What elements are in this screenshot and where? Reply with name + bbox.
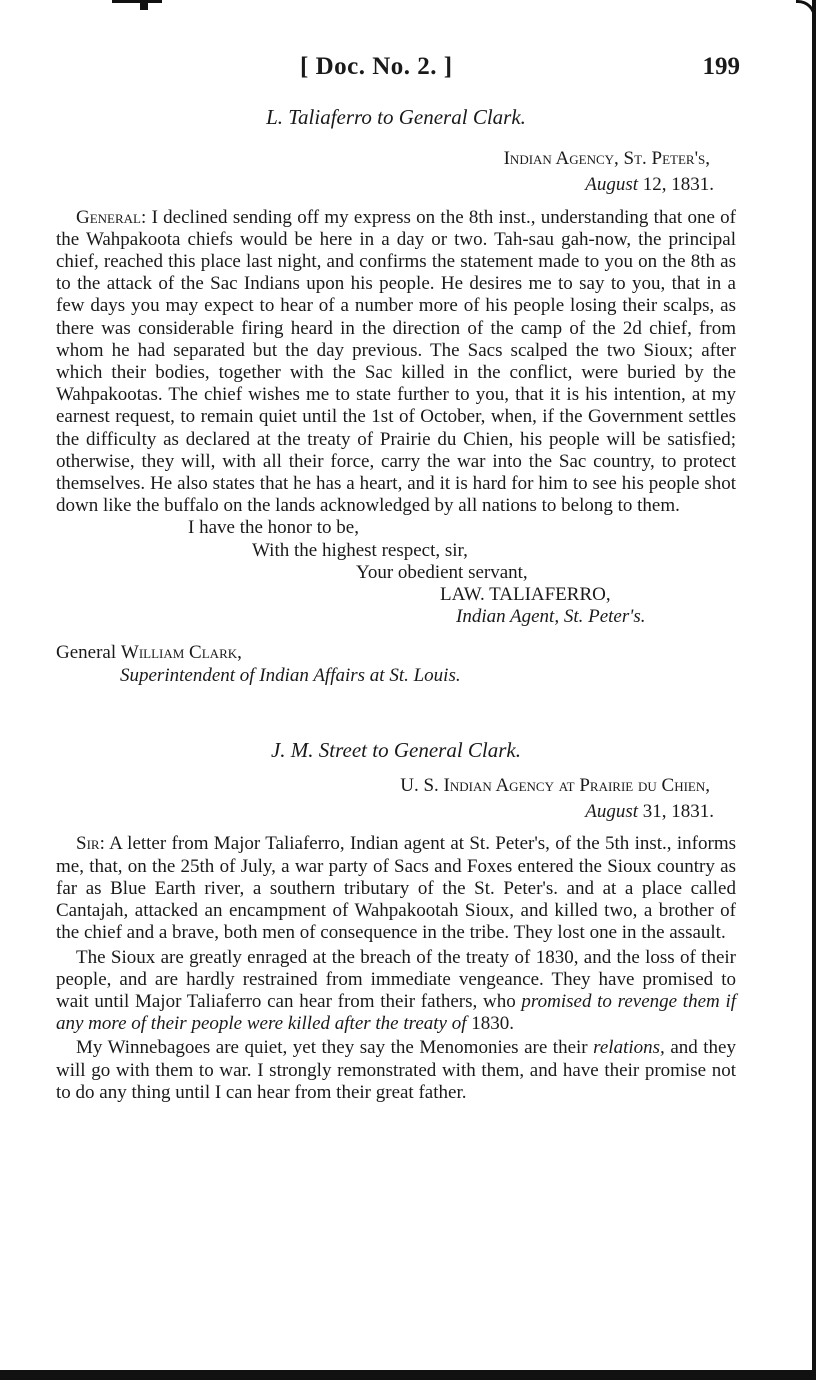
scan-edge [812,0,816,1380]
page-header [56,52,740,92]
date-month: August [585,174,638,196]
date-day-year: 12, 1831. [638,174,714,196]
salutation: General: [76,206,147,228]
body-text: and they will go with them to war. I strongly remonstrated with them, and have their promise not to do any thing until I can hear from their great father. [56,1037,736,1103]
addressee-name [56,642,736,664]
letter-place: Indian Agency, St. Peter's, [503,148,710,170]
body-italic: relations, [593,1037,665,1059]
date-month: August [585,801,638,823]
letter-body [56,207,736,518]
addressee-block [56,642,736,686]
letter-title: J. M. Street to General Clark. [270,737,521,762]
body-italic: promised to revenge them if any more of their people were killed after the treaty of [56,990,736,1035]
body-text: My Winnebagoes are quiet, yet they say the Menomonies are their [76,1037,594,1059]
letter-taliaferro [56,106,736,687]
scan-mark [112,0,162,3]
closing-line: With the highest respect, sir, [252,539,468,561]
scan-edge [0,1370,816,1380]
document-page [56,52,740,1104]
closing-block [56,517,736,628]
page-number: 199 [702,53,740,80]
letter-body [56,833,736,944]
body-text: The Sioux are greatly enraged at the breach of the treaty of 1830, and the loss of their people, and are hardly restrained from immediate vengeance. They have promised to wait until Major Taliaferro can hear from their fathers, who [56,946,736,1012]
body-text: 1830. [466,1013,515,1035]
letter-title: L. Taliaferro to General Clark. [266,105,526,129]
signature: LAW. TALIAFERRO, [440,584,611,606]
signature-title: Indian Agent, St. Peter's. [456,606,646,628]
addressee-prefix: General [56,642,121,664]
addressee-title: Superintendent of Indian Affairs at St. Louis. [120,664,461,686]
scan-mark [140,0,148,10]
letter-body [56,1037,736,1104]
letter-street [56,739,736,1104]
date-day-year: 31, 1831. [638,801,714,823]
addressee-surname: William Clark, [120,642,242,664]
letter-date [56,801,736,823]
doc-number: [ Doc. No. 2. ] [300,53,453,80]
letter-place: U. S. Indian Agency at Prairie du Chien, [400,775,710,797]
closing-line: Your obedient servant, [356,561,528,583]
closing-line: I have the honor to be, [188,517,359,539]
letter-date [56,174,736,196]
body-text: I declined sending off my express on the 8th inst., understanding that one of the Wahpakoota chiefs would be here in a day or two. Tah-sau gah-now, the principal chief, reached this place last night, and confirms the statement made to you on the 8th as to the attack of the Sac Indians upon his people. He desires me to say to you, that in a few days you may expect to hear of a number more of his people losing their scalps, as there was considerable firing heard in the direction of the camp of the 2d chief, from whom he had separated but the day previous. The Sacs scalped the two Sioux; after which their bodies, together with the Sac killed in the conflict, were buried by the Wahpakootas. The chief wishes me to state further to you, that it is his intention, at my earnest request, to remain quiet until the 1st of October, when, if the Government settles the difficulty as declared at the treaty of Prairie du Chien, his people will be satisfied; otherwise, they will, with all their force, carry the war into the Sac country, to protect themselves. He also states that he has a heart, and it is hard for him to see his people shot down like the buffalo on the lands acknowledged by all nations to belong to them. [56,206,736,517]
section-gap [56,687,736,739]
letter-body [56,947,736,1036]
salutation: Sir: [76,833,105,855]
body-text: A letter from Major Taliaferro, Indian agent at St. Peter's, of the 5th inst., informs me, that, on the 25th of July, a war party of Sacs and Foxes entered the Sioux country as far as Blue Earth river, a southern tributary of the St. Peter's. and at a place called Cantajah, attacked an encampment of Wahpakootah Sioux, and killed two, a brother of the chief and a brave, both men of consequence in the tribe. They lost one in the assault. [56,833,736,944]
